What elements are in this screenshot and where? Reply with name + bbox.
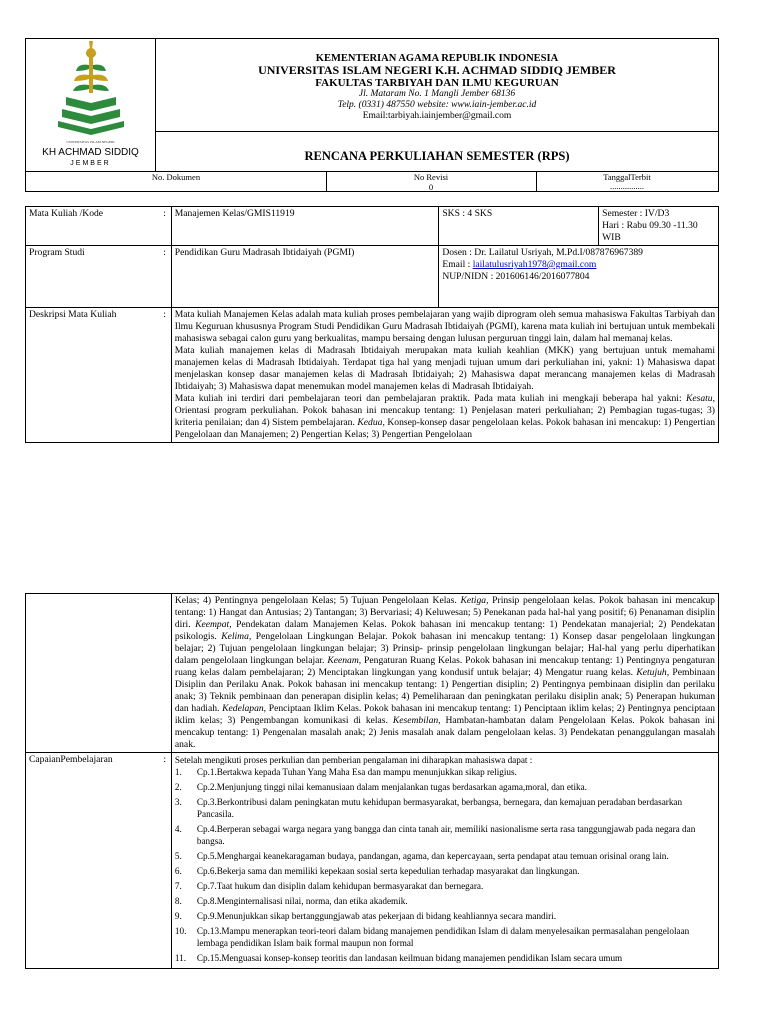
text-run: Pendekatan dalam Manajemen Kelas. Pokok bahasan ini mencakup tentang: 1) Pendekatan manajerial; 2) Pendekatan psikologis. bbox=[174, 619, 716, 642]
ministry-title: KEMENTERIAN AGAMA REPUBLIK INDONESIA bbox=[315, 53, 559, 64]
table-row bbox=[26, 753, 719, 969]
title-cell bbox=[156, 39, 718, 171]
university-title: UNIVERSITAS ISLAM NEGERI K.H. ACHMAD SIDDIQ JEMBER bbox=[258, 63, 616, 77]
list-item bbox=[175, 880, 715, 892]
deskripsi-paragraph-1: Mata kuliah Manajemen Kelas adalah mata kuliah proses pembelajaran yang wajib diprogram oleh semua mahasiswa Fakultas Tarbiyah dan Ilmu Keguruan khususnya Program Studi Pendidikan Guru Madrasah Ibtidaiyah (PGMI), karena mata kuliah ini bertujuan untuk membekali mahasiswa sebagai calon guru yang berkualitas, mampu bersaing dengan lulusan perguruan tinggi lain, dalam hal memanaj kelas. bbox=[174, 309, 715, 344]
mk-value: Manajemen Kelas/GMIS11919 bbox=[171, 207, 439, 246]
address-line: Jl. Mataram No. 1 Mangli Jember 68136 bbox=[358, 89, 516, 99]
capaian-cell bbox=[171, 753, 718, 969]
list-item-number: 11. bbox=[174, 953, 187, 963]
text-run: Konsep-konsep dasar pengelolaan kelas. Pokok bahasan ini mencakup: 1) Pengertian Pengelolaan dan Manajemen; 2) Pengertian Kelas; 3) Pengertian Pengelolaan bbox=[174, 417, 715, 440]
email-line: Email:tarbiyah.iainjember@gmail.com bbox=[362, 111, 512, 121]
prodi-label: Program Studi bbox=[26, 246, 164, 308]
email-link[interactable]: lailatulusriyah1978@gmail.com bbox=[472, 259, 597, 270]
list-item bbox=[175, 766, 715, 778]
list-item-text: Cp.6.Bekerja sama dan memiliki kepekaan sosial serta kepedulian terhadap masyarakat dan lingkungan. bbox=[196, 866, 580, 876]
semester-value: Semester : IV/D3 bbox=[602, 208, 670, 219]
prodi-value: Pendidikan Guru Madrasah Ibtidaiyah (PGMI) bbox=[171, 246, 439, 308]
text-run-italic: Ketujuh, bbox=[636, 667, 670, 678]
text-run-italic: Kedua, bbox=[357, 417, 385, 428]
deskripsi-text bbox=[171, 308, 718, 443]
logo-city: JEMBER bbox=[70, 160, 111, 167]
capaian-intro: Setelah mengikuti proses perkulian dan pemberian pengalaman ini diharapkan mahasiswa dapat : bbox=[174, 755, 533, 765]
list-item-number: 4. bbox=[174, 824, 182, 834]
text-run-italic: Kesatu, bbox=[685, 393, 715, 404]
document-title: RENCANA PERKULIAHAN SEMESTER (RPS) bbox=[304, 149, 570, 163]
document-header bbox=[25, 38, 719, 192]
document-info-row bbox=[26, 171, 718, 191]
list-item bbox=[175, 823, 715, 847]
list-item-text: Cp.5.Menghargai keanekaragaman budaya, pandangan, agama, dan kepercayaan, serta pendapat atau temuan orisinal orang lain. bbox=[196, 851, 669, 861]
course-info-table-continued bbox=[25, 593, 719, 969]
text-run-italic: Kesembilan, bbox=[392, 715, 441, 726]
logo-name: KH ACHMAD SIDDIQ bbox=[42, 147, 139, 158]
colon: : bbox=[163, 207, 171, 246]
table-row bbox=[26, 207, 719, 246]
list-item-number: 10. bbox=[174, 926, 187, 936]
list-item-number: 5. bbox=[174, 851, 182, 861]
nup-value: NUP/NIDN : 201606146/2016077804 bbox=[442, 271, 590, 282]
text-run: Pengaturan Ruang Kelas. Pokok bahasan ini mencakup tentang: 1) Pentingnya pengaturan ruang kelas dalam pembelajaran; 2) Menciptakan lingkungan yang kondusif untuk belajar; 4) Mengatur ruang kelas. bbox=[174, 655, 715, 678]
table-row bbox=[26, 308, 719, 443]
semester-cell bbox=[599, 207, 719, 246]
no-revisi-value: 0 bbox=[428, 182, 434, 192]
tanggal-terbit-cell bbox=[536, 172, 718, 192]
text-run: Prinsip pengelolaan kelas. Pokok bahasan ini mencakup tentang: 1) Hangat dan Antusias; 2) Tantangan; 3) Bervariasi; 4) Keluwesan; 5) Penekanan pada hal-hal yang positif; 6) Penanaman disiplin diri. bbox=[174, 595, 715, 630]
list-item-text: Cp.13.Mampu menerapkan teori-teori dalam bidang manajemen pendidikan Islam di dalam menyelesaikan permasalahan pengelolaan lembaga pendidikan Islam baik formal maupun non formal bbox=[196, 926, 690, 948]
no-revisi-label: No Revisi bbox=[413, 172, 449, 182]
deskripsi-label: Deskripsi Mata Kuliah bbox=[26, 308, 164, 443]
hari-value: Hari : Rabu 09.30 -11.30 WIB bbox=[602, 220, 698, 243]
table-row bbox=[26, 594, 719, 753]
text-run: Kelas; 4) Pentingnya pengelolaan Kelas; 5) Tujuan Pengelolaan Kelas. bbox=[174, 595, 461, 606]
text-run: Pembinaan Disiplin dan Perilaku Anak. Pokok bahasan ini mencakup tentang: 1) Pengertian disiplin; 2) Pentingnya pembinaan disiplin dan perilaku anak; 3) Teknik pembinaan dan penerapan disiplin kelas; 4) Pemeliharaan dan peningkatan perilaku disiplin anak; 5) Penerapan hukuman dan hadiah. bbox=[174, 667, 715, 714]
list-item bbox=[175, 895, 715, 907]
tanggal-terbit-label: TanggalTerbit bbox=[603, 172, 651, 182]
text-run: Hambatan-hambatan dalam Pengelolaan Kelas. Pokok bahasan ini mencakup tentang: 1) Pengenalan masalah anak; 2) Jenis masalah anak dalam pengelolaan kelas. 3) Pendekatan penanggulangan masalah anak. bbox=[174, 715, 715, 750]
dosen-cell bbox=[439, 246, 719, 308]
text-run: Pengelolaan Lingkungan Belajar. Pokok bahasan ini mencakup tentang: 1) Konsep dasar pengelolaan lingkungan belajar; 2) Tujuan pengelolaan lingkungan belajar; 3) Prinsip- prinsip pengelolaan lingkungan belajar; Hal-hal yang perlu diperhatikan dalam pengelolaan lingkungan belajar. bbox=[174, 631, 715, 666]
mk-label: Mata Kuliah /Kode bbox=[26, 207, 164, 246]
list-item-text: Cp.15.Menguasai konsep-konsep teoritis dan landasan keilmuan bidang manajemen pendidikan Islam secara umum bbox=[196, 953, 623, 963]
empty-colon bbox=[163, 594, 171, 753]
deskripsi-continued-text bbox=[171, 594, 718, 753]
list-item-number: 2. bbox=[174, 782, 182, 792]
list-item-text: Cp.9.Menunjukkan sikap bertanggungjawab atas pekerjaan di bidang keahliannya secara mandiri. bbox=[196, 911, 557, 921]
list-item-text: Cp.1.Bertakwa kepada Tuhan Yang Maha Esa dan mampu menunjukkan sikap religius. bbox=[196, 767, 517, 777]
list-item bbox=[175, 865, 715, 877]
text-run: Orientasi program perkuliahan. Pokok bahasan ini mencakup tentang: 1) Penjelasan materi perkuliahan; 2) Pembagian tugas-tugas; 3) kriteria penilaian; dan 4) Sistem pembelajaran. bbox=[174, 405, 715, 428]
list-item-number: 9. bbox=[174, 911, 182, 921]
dosen-value: Dosen : Dr. Lailatul Usriyah, M.Pd.I/087876967389 bbox=[442, 247, 643, 258]
capaian-label: CapaianPembelajaran bbox=[26, 753, 164, 969]
list-item-text: Cp.2.Menjunjung tinggi nilai kemanusiaan dalam menjalankan tugas berdasarkan agama,moral, dan etika. bbox=[196, 782, 587, 792]
list-item-number: 1. bbox=[174, 767, 182, 777]
tanggal-terbit-value: ................ bbox=[610, 181, 644, 191]
colon: : bbox=[163, 308, 171, 443]
colon: : bbox=[163, 246, 171, 308]
faculty-title: FAKULTAS TARBIYAH DAN ILMU KEGURUAN bbox=[315, 77, 559, 89]
text-run-italic: Kedelapan, bbox=[222, 703, 267, 714]
no-revisi-cell bbox=[326, 172, 537, 192]
list-item bbox=[175, 850, 715, 862]
list-item-text: Cp.3.Berkontribusi dalam peningkatan mutu kehidupan bermasyarakat, berbangsa, bernegara, dan kemajuan peradaban berdasarkan Pancasila. bbox=[196, 797, 683, 819]
list-item bbox=[175, 952, 715, 964]
capaian-list bbox=[175, 766, 715, 964]
no-dokumen-label: No. Dokumen bbox=[151, 172, 201, 182]
sks-value: SKS : 4 SKS bbox=[439, 207, 599, 246]
text-run-italic: Keenam, bbox=[327, 655, 362, 666]
email-label: Email : bbox=[442, 259, 473, 270]
list-item bbox=[175, 781, 715, 793]
text-run: Mata kuliah ini terdiri dari pembelajaran teori dan pembelajaran praktik. Pada mata kuliah ini mengkaji beberapa hal yakni: bbox=[174, 393, 686, 404]
list-item bbox=[175, 925, 715, 949]
list-item bbox=[175, 910, 715, 922]
deskripsi-paragraph-2: Mata kuliah manajemen kelas di Madrasah Ibtidaiyah merupakan mata kuliah keahlian (MKK) yang bertujuan untuk memahami manajemen kelas di Madrasah Ibtidaiyah. Terdapat tiga hal yang menjadi tujuan umum dari perkuliahan ini, yakni: 1) Mahasiswa dapat menjelaskan konsep dasar manajemen kelas di Madrasah Ibtidaiyah; 2) Mahasiswa dapat merancang manajemen kelas di Madrasah Ibtidaiyah; 3) Mahasiswa dapat menemukan model manajemen kelas di Madrasah Ibtidaiyah. bbox=[174, 345, 715, 392]
deskripsi-paragraph-3 bbox=[175, 393, 715, 441]
text-run-italic: Keempat, bbox=[195, 619, 232, 630]
university-logo-icon bbox=[26, 39, 156, 139]
list-item-number: 6. bbox=[174, 866, 182, 876]
text-run-italic: Ketiga, bbox=[460, 595, 489, 606]
list-item-number: 8. bbox=[174, 896, 182, 906]
course-info-table bbox=[25, 206, 719, 443]
list-item bbox=[175, 796, 715, 820]
list-item-text: Cp.8.Menginternalisasi nilai, norma, dan etika akademik. bbox=[196, 896, 408, 906]
text-run-italic: Kelima, bbox=[221, 631, 252, 642]
text-run: Penciptaan Iklim Kelas. Pokok bahasan ini mencakup tentang: 1) Penciptaan iklim kelas; 2) Pentingnya penciptaan iklim kelas; 3) Pengembangan komunikasi di kelas. bbox=[174, 703, 715, 726]
email-row bbox=[442, 259, 715, 271]
empty-label bbox=[26, 594, 164, 753]
list-item-text: Cp.7.Taat hukum dan disiplin dalam kehidupan bermasyarakat dan bernegara. bbox=[196, 881, 484, 891]
no-dokumen-cell bbox=[26, 172, 327, 192]
list-item-text: Cp.4.Berperan sebagai warga negara yang bangga dan cinta tanah air, memiliki nasionalisme serta rasa tanggungjawab pada negara dan bangsa. bbox=[196, 824, 696, 846]
phone-line: Telp. (0331) 487550 website: www.iain-jember.ac.id bbox=[337, 100, 537, 110]
logo-cell bbox=[26, 39, 156, 171]
table-row bbox=[26, 246, 719, 308]
list-item-number: 7. bbox=[174, 881, 182, 891]
header-divider bbox=[156, 131, 718, 132]
list-item-number: 3. bbox=[174, 797, 182, 807]
colon: : bbox=[163, 753, 171, 969]
logo-subtext: UNIVERSITAS ISLAM NEGERI bbox=[66, 140, 115, 144]
